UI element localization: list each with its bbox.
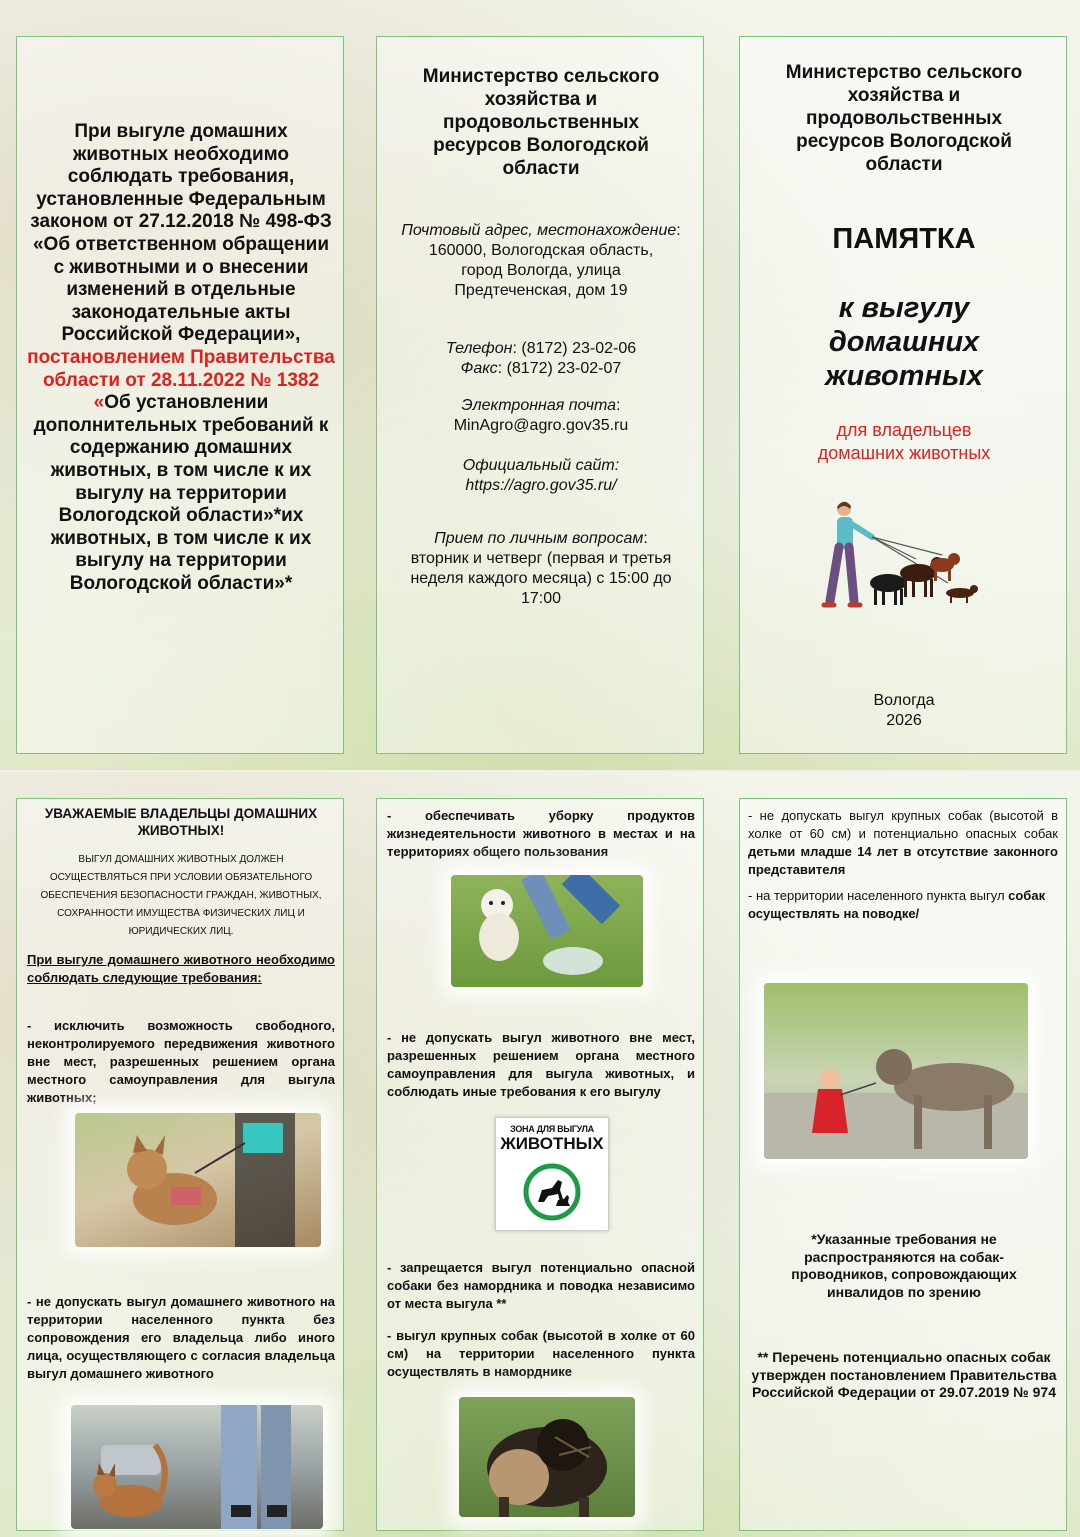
- requirement-item: - не допускать выгул домашнего животного на территории населенного пункта без сопровождения его владельца либо иного лица, осуществляющего с согласия владельца выгул домашнего животного: [27, 1294, 335, 1381]
- dog-on-leash-photo: [75, 1113, 321, 1247]
- law-paragraph: [27, 121, 335, 595]
- phone-value: (8172) 23-02-06: [521, 340, 637, 357]
- fax-value: (8172) 23-02-07: [506, 360, 622, 377]
- email-link[interactable]: MinAgro@agro.gov35.ru: [453, 417, 629, 434]
- greeting-heading: УВАЖАЕМЫЕ ВЛАДЕЛЬЦЫ ДОМАШНИХ ЖИВОТНЫХ!: [44, 806, 318, 838]
- requirement-text: - не допускать выгул крупных собак (высотой в холке от 60 см) и потенциально опасных собак: [748, 808, 1058, 841]
- muzzled-dog-photo: [459, 1397, 635, 1517]
- top-left-panel: [16, 36, 344, 754]
- ministry-name: Министерство сельского хозяйства и продовольственных ресурсов Вологодской области: [422, 66, 660, 179]
- footnote-guide-dogs: *Указанные требования не распространяются на собак-проводников, сопровождающих инвалидов по зрению: [791, 1231, 1017, 1300]
- bottom-left-panel: [16, 798, 344, 1531]
- ministry-name: Министерство сельского хозяйства и продовольственных ресурсов Вологодской области: [785, 62, 1023, 175]
- requirement-item: - не допускать выгул животного вне мест, разрешенных решением органа местного самоуправления для выгула животных, и соблюдать иные требования к его выгулу: [387, 1030, 695, 1099]
- dog-zone-icon: [522, 1162, 582, 1222]
- reception-schedule: вторник и четверг (первая и третья неделя каждого месяца) с 15:00 до 17:00: [410, 550, 672, 607]
- law-text-red: постановлением Правительства области от 28.11.2022 № 1382 «: [27, 346, 335, 414]
- brochure-title: ПАМЯТКА: [832, 223, 976, 255]
- requirement-item: - обеспечивать уборку продуктов жизнедеятельности животного в местах и на территориях общего пользования: [387, 808, 695, 859]
- year: 2026: [886, 712, 922, 729]
- cleanup-after-dog-photo: [451, 875, 643, 987]
- requirement-item: - исключить возможность свободного, неконтролируемого передвижения животного вне мест, разрешенных решением органа местного самоуправления для выгула животных;: [27, 1018, 335, 1105]
- requirement-text: - на территории населенного пункта выгул: [748, 888, 1009, 903]
- email-label: Электронная почта: [461, 397, 617, 414]
- footnote-dangerous-dogs: ** Перечень потенциально опасных собак утвержден постановлением Правительства Российской Федерации от 29.07.2019 № 974: [751, 1349, 1057, 1400]
- requirement-text-bold: детьми младше 14 лет в отсутствие законного представителя: [748, 844, 1058, 877]
- city: Вологда: [873, 692, 935, 709]
- postal-label: Почтовый адрес, местонахождение: [401, 222, 677, 239]
- intro-text: ВЫГУЛ ДОМАШНИХ ЖИВОТНЫХ ДОЛЖЕН ОСУЩЕСТВЛЯТЬСЯ ПРИ УСЛОВИИ ОБЯЗАТЕЛЬНОГО ОБЕСПЕЧЕНИЯ БЕЗОПАСНОСТИ ГРАЖДАН, ЖИВОТНЫХ, СОХРАННОСТИ ИМУЩЕСТВА ФИЗИЧЕСКИХ ЛИЦ И ЮРИДИЧЕСКИХ ЛИЦ.: [40, 854, 322, 937]
- requirement-item: - запрещается выгул потенциально опасной собаки без намордника и поводка независимо от места выгула **: [387, 1260, 695, 1311]
- requirement-item: - выгул крупных собак (высотой в холке от 60 см) на территории населенного пункта осуществлять в наморднике: [387, 1328, 695, 1379]
- top-middle-panel: [376, 36, 704, 754]
- site-label: Официальный сайт:: [462, 457, 620, 474]
- requirement-item: [748, 887, 1058, 923]
- brochure-subtitle: к выгулу домашних животных: [825, 292, 983, 392]
- requirements-heading: При выгуле домашнего животного необходимо соблюдать следующие требования:: [27, 952, 335, 985]
- contacts-block: Почтовый адрес, местонахождение: 160000, Вологодская область, город Вологда, улица Предтеченская, дом 19 Телефон: (8172) 23-02-06 Факс: (8172) 23-02-07 Электронная почта: MinAgro@agro.gov35.ru Официальный сайт: https://agro.gov35.ru/ Прием по личным вопросам: вторник и четверг (первая и третья неделя каждого месяца) с 15:00 до 17:00: [385, 221, 697, 609]
- sign-line-2: ЖИВОТНЫХ: [500, 1134, 604, 1153]
- dog-walker-illustration: [820, 497, 980, 621]
- bottom-right-panel: [739, 798, 1067, 1531]
- top-right-panel: [739, 36, 1067, 754]
- child-with-great-dane-photo: [764, 983, 1028, 1159]
- sign-line-1: ЗОНА ДЛЯ ВЫГУЛА: [510, 1124, 594, 1134]
- bottom-middle-panel: [376, 798, 704, 1531]
- phone-label: Телефон: [445, 340, 513, 357]
- fax-label: Факс: [460, 360, 498, 377]
- requirement-item: [748, 807, 1058, 879]
- requirement-text-bold: собак осуществлять на поводке/: [748, 888, 1046, 921]
- postal-address: 160000, Вологодская область, город Вологда, улица Предтеченская, дом 19: [428, 242, 654, 299]
- audience-text: для владельцев домашних животных: [817, 420, 991, 463]
- reception-label: Прием по личным вопросам: [434, 530, 644, 547]
- site-link[interactable]: https://agro.gov35.ru/: [465, 477, 617, 494]
- city-year: [740, 691, 1068, 731]
- law-text-part1: При выгуле домашних животных необходимо соблюдать требования, установленные Федеральным законом от 27.12.2018 № 498-ФЗ «Об ответственном обращении с животными и о внесении изменений в отдельные законодательные акты Российской Федерации»,: [30, 121, 332, 346]
- cat-on-street-photo: [71, 1405, 323, 1529]
- law-text-part2: Об установлении дополнительных требований к содержанию домашних животных, в том числе к их выгулу на территории Вологодской области»*их животных, в том числе к их выгулу на территории Вологодской области»*: [33, 392, 329, 594]
- dog-walking-zone-sign: [495, 1117, 609, 1231]
- brochure-inner-side: [0, 772, 1080, 1537]
